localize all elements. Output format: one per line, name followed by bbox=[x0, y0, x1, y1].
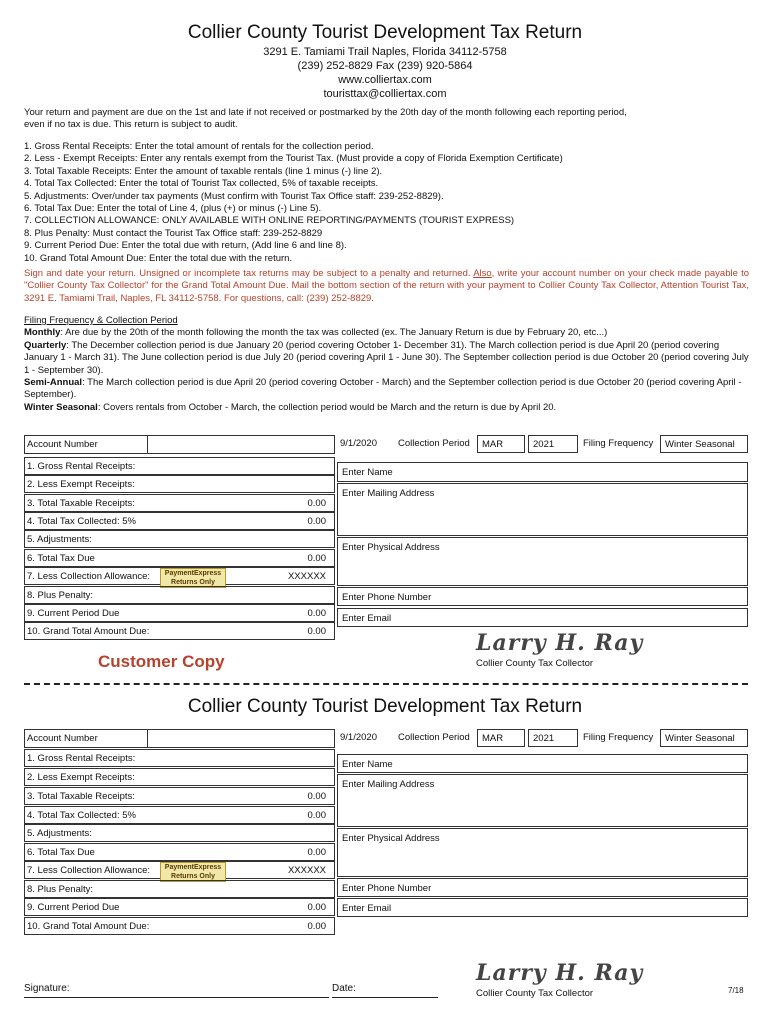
line-item-label: 3. Total Taxable Receipts: bbox=[27, 498, 135, 509]
payment-express-line: PaymentExpress bbox=[164, 864, 222, 871]
account-number-input[interactable] bbox=[147, 729, 335, 748]
notice-text: Sign and date your return. Unsigned or incomplete tax returns may be subject to a penalty and returned. bbox=[24, 268, 474, 279]
instruction-item: 10. Grand Total Amount Due: Enter the total due with the return. bbox=[24, 252, 293, 264]
email-placeholder: Enter Email bbox=[342, 613, 392, 624]
instruction-item: 7. COLLECTION ALLOWANCE: ONLY AVAILABLE WITH ONLINE REPORTING/PAYMENTS (TOURIST EXPRESS) bbox=[24, 215, 515, 227]
remittance-title: Collier County Tourist Development Tax Return bbox=[187, 696, 583, 717]
line-item-value[interactable]: 0.00 bbox=[307, 516, 326, 527]
line-item-label: 6. Total Tax Due bbox=[27, 847, 95, 858]
form-version: 7/18 bbox=[728, 986, 744, 995]
line-item-label: 9. Current Period Due bbox=[27, 902, 120, 913]
name-field[interactable] bbox=[337, 462, 748, 482]
line-item-label: 10. Grand Total Amount Due: bbox=[27, 626, 150, 637]
instruction-item: 3. Total Taxable Receipts: Enter the amount of taxable rentals (line 1 minus (-) line 2). bbox=[24, 165, 383, 177]
line-item-value[interactable]: 0.00 bbox=[307, 810, 326, 821]
date-label: Date: bbox=[332, 983, 356, 994]
frequency-heading: Filing Frequency & Collection Period bbox=[24, 315, 178, 326]
mailing-field[interactable] bbox=[337, 483, 748, 536]
office-address: 3291 E. Tamiami Trail Naples, Florida 34112-5758 bbox=[263, 46, 507, 58]
instruction-item: 1. Gross Rental Receipts: Enter the total amount of rentals for the collection period. bbox=[24, 141, 374, 152]
line-item-value[interactable]: 0.00 bbox=[307, 498, 326, 509]
instruction-item: 5. Adjustments: Over/under tax payments (Must confirm with Tourist Tax Office staff: 239-252-8829). bbox=[24, 190, 444, 202]
line-item-label: 8. Plus Penalty: bbox=[27, 590, 94, 601]
instructions-list bbox=[24, 141, 749, 265]
filing-frequency-section bbox=[24, 315, 749, 414]
line-item-value: XXXXXX bbox=[287, 571, 326, 582]
mailing-placeholder: Enter Mailing Address bbox=[342, 488, 435, 499]
collection-period-label: Collection Period bbox=[398, 438, 470, 449]
line-item-label: 5. Adjustments: bbox=[27, 534, 92, 545]
payment-express-line: PaymentExpress bbox=[164, 570, 222, 577]
line-item-label: 5. Adjustments: bbox=[27, 828, 92, 839]
quarterly-label: Quarterly bbox=[24, 339, 67, 351]
filing-frequency-label: Filing Frequency bbox=[583, 438, 654, 449]
return-date: 9/1/2020 bbox=[340, 732, 377, 743]
collection-period-year[interactable]: 2021 bbox=[528, 729, 578, 747]
collection-period-label: Collection Period bbox=[398, 732, 470, 743]
line-item-label: 3. Total Taxable Receipts: bbox=[27, 791, 135, 802]
remittance-form bbox=[0, 724, 770, 1004]
monthly-text: : Are due by the 20th of the month following the month the tax was collected (ex. The January Return is due by February 20, etc...) bbox=[60, 327, 608, 339]
intro-line: Your return and payment are due on the 1st and late if not received or postmarked by the 20th day of the month following each reporting period, bbox=[24, 107, 627, 118]
account-number-label: Account Number bbox=[27, 439, 98, 450]
collector-signature: Larry H. Ray bbox=[476, 630, 644, 656]
mailing-field[interactable] bbox=[337, 774, 748, 827]
instruction-item: 8. Plus Penalty: Must contact the Tourist Tax Office staff: 239-252-8829 bbox=[24, 227, 323, 239]
mailing-placeholder: Enter Mailing Address bbox=[342, 779, 435, 790]
intro-text bbox=[24, 107, 749, 132]
intro-line: even if no tax is due. This return is subject to audit. bbox=[24, 119, 238, 131]
filing-frequency-select[interactable]: Winter Seasonal bbox=[660, 729, 748, 747]
line-item-label: 8. Plus Penalty: bbox=[27, 884, 94, 895]
line-item-label: 7. Less Collection Allowance: bbox=[27, 865, 151, 876]
line-item-label: 4. Total Tax Collected: 5% bbox=[27, 516, 136, 527]
cut-line bbox=[24, 683, 748, 685]
payment-express-badge bbox=[160, 568, 226, 588]
line-item-label: 4. Total Tax Collected: 5% bbox=[27, 810, 136, 821]
instruction-item: 6. Total Tax Due: Enter the total of Line 4, (plus (+) or minus (-) Line 5). bbox=[24, 203, 322, 215]
office-website[interactable]: www.colliertax.com bbox=[338, 74, 432, 86]
collector-title: Collier County Tax Collector bbox=[476, 988, 594, 999]
page-title: Collier County Tourist Development Tax Return bbox=[187, 22, 583, 43]
line-item-label: 2. Less Exempt Receipts: bbox=[27, 772, 135, 783]
customer-copy-label: Customer Copy bbox=[98, 652, 225, 671]
email-field[interactable] bbox=[337, 608, 748, 627]
phone-field[interactable] bbox=[337, 587, 748, 606]
physical-field[interactable] bbox=[337, 828, 748, 877]
phone-field[interactable] bbox=[337, 878, 748, 897]
line-item-label: 6. Total Tax Due bbox=[27, 553, 95, 564]
account-number-input[interactable] bbox=[147, 435, 335, 454]
signature-label: Signature: bbox=[24, 983, 70, 994]
payment-express-line: Returns Only bbox=[171, 579, 215, 586]
line-item-value[interactable]: 0.00 bbox=[307, 902, 326, 913]
customer-copy-form bbox=[0, 430, 770, 670]
semi-annual-label: Semi-Annual bbox=[24, 377, 83, 389]
filing-frequency-select[interactable]: Winter Seasonal bbox=[660, 435, 748, 453]
name-placeholder: Enter Name bbox=[342, 467, 393, 478]
semi-annual-text: : The March collection period is due April 20 (period covering October - March) and the September collection period is due October 20 (period covering April - September). bbox=[24, 377, 742, 401]
email-placeholder: Enter Email bbox=[342, 903, 392, 914]
line-item-value[interactable]: 0.00 bbox=[307, 608, 326, 619]
phone-placeholder: Enter Phone Number bbox=[342, 592, 432, 603]
line-item-label: 2. Less Exempt Receipts: bbox=[27, 479, 135, 490]
line-item-label: 9. Current Period Due bbox=[27, 608, 120, 619]
quarterly-text: : The December collection period is due January 20 (period covering October 1- December 31). The March collection period is due April 20 (period covering January 1 - March 31). The June collection period is due July 20 (period covering April 1 - June 30). The September collection period is due October 20 (period covering July 1 - September 30). bbox=[24, 339, 749, 376]
office-phone: (239) 252-8829 Fax (239) 920-5864 bbox=[297, 60, 473, 72]
instruction-item: 2. Less - Exempt Receipts: Enter any rentals exempt from the Tourist Tax. (Must provide a copy of Florida Exemption Certificate) bbox=[24, 153, 563, 165]
return-date: 9/1/2020 bbox=[340, 438, 377, 449]
line-item-value[interactable]: 0.00 bbox=[307, 847, 326, 858]
collector-signature: Larry H. Ray bbox=[476, 960, 644, 986]
collection-period-month[interactable]: MAR bbox=[477, 435, 525, 453]
physical-placeholder: Enter Physical Address bbox=[342, 542, 440, 553]
payment-express-line: Returns Only bbox=[171, 873, 215, 880]
collector-title: Collier County Tax Collector bbox=[476, 658, 594, 669]
account-number-label: Account Number bbox=[27, 733, 98, 744]
office-email[interactable]: touristtax@colliertax.com bbox=[323, 88, 447, 100]
line-item-label: 1. Gross Rental Receipts: bbox=[27, 461, 136, 472]
line-item-value: XXXXXX bbox=[287, 865, 326, 876]
line-item-value[interactable]: 0.00 bbox=[307, 921, 326, 932]
name-field[interactable] bbox=[337, 754, 748, 773]
notice-text: , write your account number on your check made payable to "Collier County Tax Collector" for the Grand Total Amount Due. Mail the bottom section of the return with your payment to Collier County Tax Collector, Attention Tourist Tax, 3291 E. Tamiami Trail, Naples, FL 34112-5758. For questions, call: (239) 252-8829. bbox=[24, 268, 750, 304]
line-item-label: 7. Less Collection Allowance: bbox=[27, 571, 151, 582]
winter-seasonal-label: Winter Seasonal bbox=[24, 401, 98, 413]
winter-seasonal-text: : Covers rentals from October - March, the collection period would be March and the return is due by April 20. bbox=[97, 401, 557, 413]
physical-field[interactable] bbox=[337, 537, 748, 586]
name-placeholder: Enter Name bbox=[342, 759, 393, 770]
signature-line[interactable] bbox=[24, 983, 329, 998]
line-item-value[interactable]: 0.00 bbox=[307, 791, 326, 802]
filing-frequency-label: Filing Frequency bbox=[583, 732, 654, 743]
monthly-label: Monthly bbox=[24, 327, 61, 339]
mailing-notice bbox=[24, 268, 749, 305]
physical-placeholder: Enter Physical Address bbox=[342, 833, 440, 844]
collection-period-month[interactable]: MAR bbox=[477, 729, 525, 747]
email-field[interactable] bbox=[337, 898, 748, 917]
payment-express-badge bbox=[160, 862, 226, 882]
line-item-value[interactable]: 0.00 bbox=[307, 553, 326, 564]
phone-placeholder: Enter Phone Number bbox=[342, 883, 432, 894]
collection-period-year[interactable]: 2021 bbox=[528, 435, 578, 453]
notice-also: Also bbox=[473, 268, 492, 279]
line-item-label: 1. Gross Rental Receipts: bbox=[27, 753, 136, 764]
instruction-item: 4. Total Tax Collected: Enter the total of Tourist Tax collected, 5% of taxable receipts. bbox=[24, 178, 379, 190]
date-line[interactable] bbox=[332, 983, 438, 998]
line-item-label: 10. Grand Total Amount Due: bbox=[27, 921, 150, 932]
line-item-value[interactable]: 0.00 bbox=[307, 626, 326, 637]
instruction-item: 9. Current Period Due: Enter the total due with return, (Add line 6 and line 8). bbox=[24, 240, 347, 252]
